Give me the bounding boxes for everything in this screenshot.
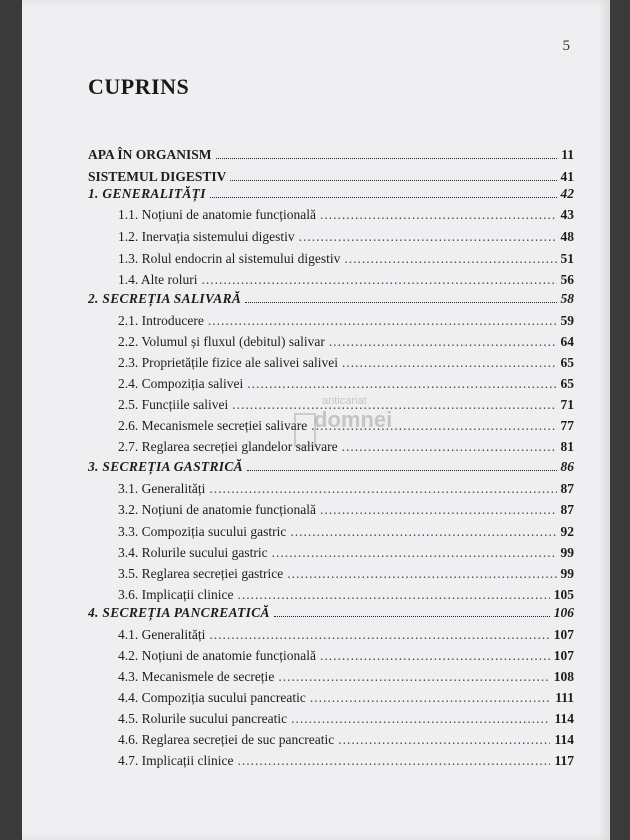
toc-entry-label: 2.5. Funcțiile salivei [118,397,229,412]
toc-entry [118,732,574,748]
toc-entry-label: 4.1. Generalități [118,627,206,642]
toc-entry [88,186,574,202]
toc-entry-page: 11 [561,147,574,162]
toc-entry-page: 114 [554,711,574,726]
toc-entry-label: 3. SECREȚIA GASTRICĂ [88,459,243,474]
toc-entry-label: 2. SECREȚIA SALIVARĂ [88,291,242,306]
dot-leader [290,524,556,540]
toc-entry-label: 2.6. Mecanismele secreției salivare [118,418,308,433]
toc-entry [88,169,574,185]
toc-entry [88,459,574,475]
toc-entry [118,627,574,643]
toc-entry-page: 43 [560,207,574,222]
toc-entry [118,566,574,582]
page-title: CUPRINS [88,74,190,99]
watermark-line1: anticariat [322,395,367,407]
book-page [22,0,610,840]
dot-leader [338,732,550,748]
toc-entry [118,313,574,329]
dot-leader [208,313,557,329]
toc-entry-label: 3.4. Rolurile sucului gastric [118,545,268,560]
dot-leader [216,148,558,159]
toc-entry-label: 3.2. Noțiuni de anatomie funcțională [118,502,316,517]
toc-entry-page: 86 [560,459,574,474]
dot-leader [209,627,549,643]
toc-entry-label: APA ÎN ORGANISM [88,147,212,162]
toc-entry-label: 1.1. Noțiuni de anatomie funcțională [118,207,316,222]
toc-entry-label: 4.6. Reglarea secreției de suc pancreatic [118,732,335,747]
toc-entry [118,355,574,371]
dot-leader [247,376,556,392]
toc-entry-page: 106 [553,605,574,620]
toc-entry-label: 3.6. Implicații clinice [118,587,234,602]
toc-entry [118,545,574,561]
toc-entry-page: 107 [553,648,574,663]
toc-entry-page: 41 [560,169,574,184]
toc-entry-page: 65 [560,376,574,391]
toc-entry-page: 87 [560,481,574,496]
toc-entry-label: 1.3. Rolul endocrin al sistemului digestiv [118,251,341,266]
toc-entry-label: 4.4. Compoziția sucului pancreatic [118,690,306,705]
dot-leader [310,690,551,706]
toc-entry-page: 114 [554,732,574,747]
toc-entry [118,207,574,223]
toc-entry [118,753,574,769]
toc-entry-page: 99 [560,545,574,560]
watermark-line2: domnei [314,407,393,432]
toc-entry-page: 111 [555,690,574,705]
toc-entry [118,481,574,497]
toc-entry-page: 71 [560,397,574,412]
dot-leader [329,334,557,350]
toc-entry [118,711,574,727]
toc-entry-label: 4. SECREȚIA PANCREATICĂ [88,605,270,620]
toc-entry-page: 81 [560,439,574,454]
dot-leader [299,229,557,245]
toc-entry-page: 65 [560,355,574,370]
dot-leader [245,292,556,303]
page-number: 5 [562,38,570,54]
toc-entry [118,587,574,603]
dot-leader [344,251,556,267]
toc-entry-page: 99 [560,566,574,581]
dot-leader [287,566,556,582]
toc-entry-page: 56 [560,272,574,287]
toc-entry [118,229,574,245]
dot-leader [291,711,550,727]
dot-leader [247,460,557,471]
dot-leader [202,272,557,288]
toc-entry-page: 48 [560,229,574,244]
dot-leader [274,606,550,617]
toc-entry-label: 4.5. Rolurile sucului pancreatic [118,711,288,726]
toc-entry-page: 107 [553,627,574,642]
toc-entry-label: 2.3. Proprietățile fizice ale salivei salivei [118,355,339,370]
toc-entry-page: 42 [560,186,574,201]
watermark-logo [294,395,424,455]
dot-leader [230,170,556,181]
dot-leader [209,481,556,497]
toc-entry-label: 2.4. Compoziția salivei [118,376,244,391]
toc-entry-page: 77 [560,418,574,433]
dot-leader [320,207,557,223]
toc-entry [118,272,574,288]
toc-entry [118,334,574,350]
toc-entry-label: 2.2. Volumul și fluxul (debitul) salivar [118,334,325,349]
toc-entry-page: 92 [560,524,574,539]
toc-entry-page: 59 [560,313,574,328]
toc-entry [88,291,574,307]
toc-entry-page: 117 [554,753,574,768]
toc-entry-label: 4.2. Noțiuni de anatomie funcțională [118,648,316,663]
dot-leader [237,587,549,603]
dot-leader [320,648,550,664]
toc-entry [118,690,574,706]
dot-leader [278,669,549,685]
watermark-frame [294,413,316,447]
toc-entry [88,147,574,163]
toc-entry-label: 2.7. Reglarea secreției glandelor salivare [118,439,338,454]
toc-entry [118,524,574,540]
toc-entry [88,605,574,621]
toc-entry-label: 2.1. Introducere [118,313,204,328]
dot-leader [210,187,557,198]
toc-entry-label: 1. GENERALITĂȚI [88,186,206,201]
toc-entry [118,669,574,685]
toc-entry [118,251,574,267]
toc-entry-label: 1.2. Inervația sistemului digestiv [118,229,295,244]
toc-entry-page: 87 [560,502,574,517]
toc-entry [118,502,574,518]
toc-entry [118,376,574,392]
toc-entry-page: 58 [560,291,574,306]
toc-entry-label: 1.4. Alte roluri [118,272,198,287]
toc-entry-label: 3.5. Reglarea secreției gastrice [118,566,284,581]
toc-entry-page: 64 [560,334,574,349]
toc-entry-label: 3.3. Compoziția sucului gastric [118,524,287,539]
toc-entry-label: 3.1. Generalități [118,481,206,496]
toc-entry-label: SISTEMUL DIGESTIV [88,169,227,184]
toc-entry-page: 51 [560,251,574,266]
toc-entry-label: 4.3. Mecanismele de secreție [118,669,275,684]
toc-entry [118,648,574,664]
toc-entry-page: 105 [553,587,574,602]
dot-leader [342,355,556,371]
dot-leader [272,545,557,561]
dot-leader [320,502,557,518]
toc-entry-label: 4.7. Implicații clinice [118,753,234,768]
dot-leader [237,753,550,769]
toc-entry-page: 108 [553,669,574,684]
